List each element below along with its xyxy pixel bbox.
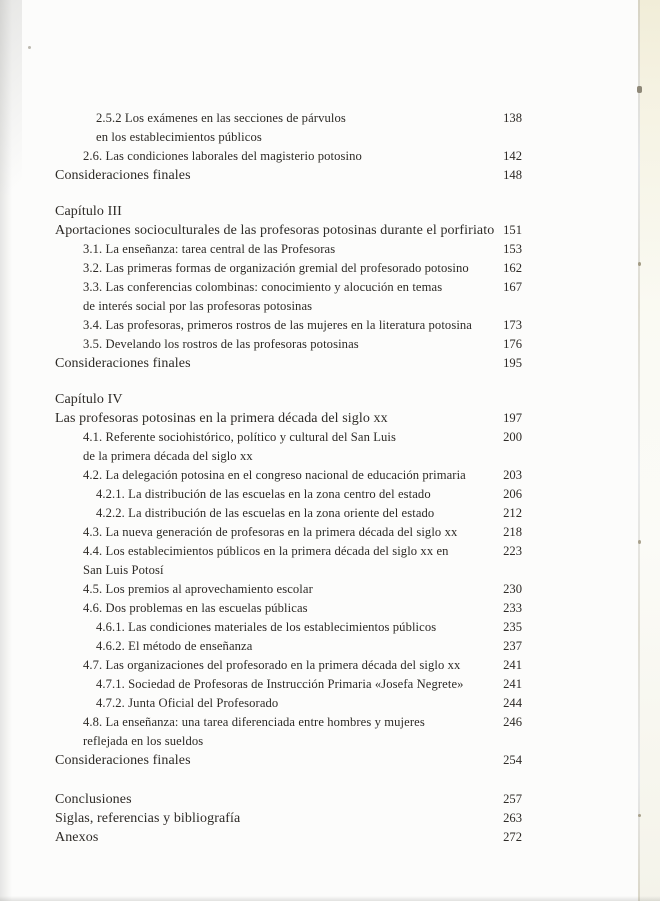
toc-entry <box>55 221 522 240</box>
toc-entry-title: Consideraciones finales <box>55 356 191 371</box>
scan-speck <box>28 46 31 49</box>
scan-speck <box>638 540 641 544</box>
toc-entry <box>55 428 522 447</box>
toc-entry-title: 2.5.2 Los exámenes en las secciones de párvulos <box>96 111 346 125</box>
toc-entry-page-number: 237 <box>503 639 522 653</box>
toc-entry <box>55 485 522 504</box>
toc-entry <box>55 278 522 297</box>
scan-page-edge-cream <box>640 0 660 901</box>
toc-entry-page-number: 212 <box>503 506 522 520</box>
toc-entry-page-number: 206 <box>503 487 522 501</box>
toc-entry-title: 4.2.2. La distribución de las escuelas en la zona oriente del estado <box>96 506 435 520</box>
toc-entry-title: 4.6. Dos problemas en las escuelas públicas <box>83 601 308 615</box>
scan-shadow-left <box>0 0 12 901</box>
scan-speck <box>638 814 641 817</box>
scan-speck <box>638 262 641 266</box>
toc-entry-title: 4.7. Las organizaciones del profesorado en la primera década del siglo xx <box>83 658 461 672</box>
toc-entry-page-number: 200 <box>503 430 522 444</box>
toc-entry-title: 2.6. Las condiciones laborales del magisterio potosino <box>83 149 362 163</box>
toc-entry-title: 4.8. La enseñanza: una tarea diferenciada entre hombres y mujeres <box>83 715 425 729</box>
toc-entry-title: Siglas, referencias y bibliografía <box>55 811 241 826</box>
toc-entry-title: 4.6.1. Las condiciones materiales de los establecimientos públicos <box>96 620 437 634</box>
toc-entry-page-number: 218 <box>503 525 522 539</box>
toc-entry-title: 4.7.2. Junta Oficial del Profesorado <box>96 696 279 710</box>
toc-entry <box>55 166 522 185</box>
toc-entry-page-number: 241 <box>503 677 522 691</box>
toc-entry-title: 3.5. Develando los rostros de las profesoras potosinas <box>83 337 359 351</box>
toc-entry-title: 4.4. Los establecimientos públicos en la primera década del siglo xx en <box>83 544 449 558</box>
toc-section <box>55 790 522 847</box>
toc-entry-title: 3.3. Las conferencias colombinas: conocimiento y alocución en temas <box>83 280 443 294</box>
toc-entry <box>55 523 522 542</box>
toc-entry <box>55 240 522 259</box>
toc-entry-title: Anexos <box>55 830 99 845</box>
toc-entry-title: Aportaciones socioculturales de las profesoras potosinas durante el porfiriato <box>55 223 495 238</box>
toc-entry-page-number: 151 <box>503 223 522 237</box>
toc-entry <box>55 504 522 523</box>
toc-entry <box>55 790 522 809</box>
toc-entry-title: de la primera década del siglo xx <box>83 449 253 463</box>
toc-entry <box>55 694 522 713</box>
toc-section <box>55 390 522 770</box>
toc-entry-page-number: 241 <box>503 658 522 672</box>
toc-entry <box>55 828 522 847</box>
toc-entry <box>55 259 522 278</box>
toc-entry-page-number: 235 <box>503 620 522 634</box>
toc-entry <box>55 409 522 428</box>
toc-entry-page-number: 203 <box>503 468 522 482</box>
toc-entry-title: 4.7.1. Sociedad de Profesoras de Instrucción Primaria «Josefa Negrete» <box>96 677 464 691</box>
toc-entry-title: Capítulo III <box>55 204 122 219</box>
toc-entry-page-number: 167 <box>503 280 522 294</box>
toc-entry-continuation <box>55 561 522 580</box>
toc-entry <box>55 809 522 828</box>
table-of-contents <box>55 109 522 847</box>
toc-entry <box>55 599 522 618</box>
toc-entry <box>55 147 522 166</box>
toc-entry <box>55 109 522 128</box>
toc-entry-page-number: 244 <box>503 696 522 710</box>
toc-entry-title: 4.6.2. El método de enseñanza <box>96 639 253 653</box>
toc-entry-title: 3.4. Las profesoras, primeros rostros de las mujeres en la literatura potosina <box>83 318 473 332</box>
toc-entry <box>55 675 522 694</box>
toc-entry-title: 4.1. Referente sociohistórico, político y cultural del San Luis <box>83 430 397 444</box>
toc-entry-page-number: 148 <box>503 168 522 182</box>
toc-entry <box>55 637 522 656</box>
toc-entry-page-number: 272 <box>503 830 522 844</box>
toc-entry-page-number: 153 <box>503 242 522 256</box>
toc-section <box>55 109 522 185</box>
toc-entry <box>55 618 522 637</box>
toc-entry-title: reflejada en los sueldos <box>83 734 204 748</box>
toc-entry-page-number: 173 <box>503 318 522 332</box>
toc-entry <box>55 354 522 373</box>
toc-entry-continuation <box>55 732 522 751</box>
toc-entry-title: en los establecimientos públicos <box>96 130 262 144</box>
toc-entry-title: Las profesoras potosinas en la primera década del siglo xx <box>55 411 388 426</box>
toc-entry-page-number: 257 <box>503 792 522 806</box>
toc-entry-title: Capítulo IV <box>55 392 123 407</box>
toc-entry-title: Consideraciones finales <box>55 753 191 768</box>
toc-entry-continuation <box>55 297 522 316</box>
toc-entry-title: 4.2.1. La distribución de las escuelas en la zona centro del estado <box>96 487 431 501</box>
toc-entry-title: de interés social por las profesoras potosinas <box>83 299 313 313</box>
toc-entry-title: 4.5. Los premios al aprovechamiento escolar <box>83 582 313 596</box>
toc-entry-page-number: 230 <box>503 582 522 596</box>
toc-entry-page-number: 142 <box>503 149 522 163</box>
toc-entry-title: 3.2. Las primeras formas de organización gremial del profesorado potosino <box>83 261 469 275</box>
toc-entry-title: San Luis Potosí <box>83 563 164 577</box>
scan-shadow-top-left <box>0 0 22 320</box>
toc-entry-title: 3.1. La enseñanza: tarea central de las Profesoras <box>83 242 336 256</box>
toc-entry <box>55 656 522 675</box>
toc-entry-page-number: 246 <box>503 715 522 729</box>
toc-entry <box>55 202 522 221</box>
toc-entry-page-number: 223 <box>503 544 522 558</box>
toc-entry-continuation <box>55 128 522 147</box>
toc-entry-page-number: 263 <box>503 811 522 825</box>
toc-entry <box>55 542 522 561</box>
toc-entry-continuation <box>55 447 522 466</box>
toc-entry-page-number: 197 <box>503 411 522 425</box>
toc-entry <box>55 335 522 354</box>
toc-entry <box>55 316 522 335</box>
toc-section <box>55 202 522 373</box>
toc-entry-title: 4.3. La nueva generación de profesoras en la primera década del siglo xx <box>83 525 458 539</box>
toc-entry-title: Consideraciones finales <box>55 168 191 183</box>
scan-page-edge-line <box>638 0 640 901</box>
toc-entry-page-number: 233 <box>503 601 522 615</box>
toc-entry <box>55 390 522 409</box>
scan-shadow-bottom <box>0 896 660 901</box>
toc-entry-page-number: 138 <box>503 111 522 125</box>
scan-speck <box>637 86 642 93</box>
toc-entry-page-number: 195 <box>503 356 522 370</box>
toc-entry <box>55 751 522 770</box>
toc-entry-title: Conclusiones <box>55 792 132 807</box>
toc-entry <box>55 713 522 732</box>
toc-entry-page-number: 254 <box>503 753 522 767</box>
toc-entry <box>55 580 522 599</box>
toc-entry-page-number: 176 <box>503 337 522 351</box>
toc-entry-page-number: 162 <box>503 261 522 275</box>
toc-entry-title: 4.2. La delegación potosina en el congreso nacional de educación primaria <box>83 468 466 482</box>
toc-entry <box>55 466 522 485</box>
